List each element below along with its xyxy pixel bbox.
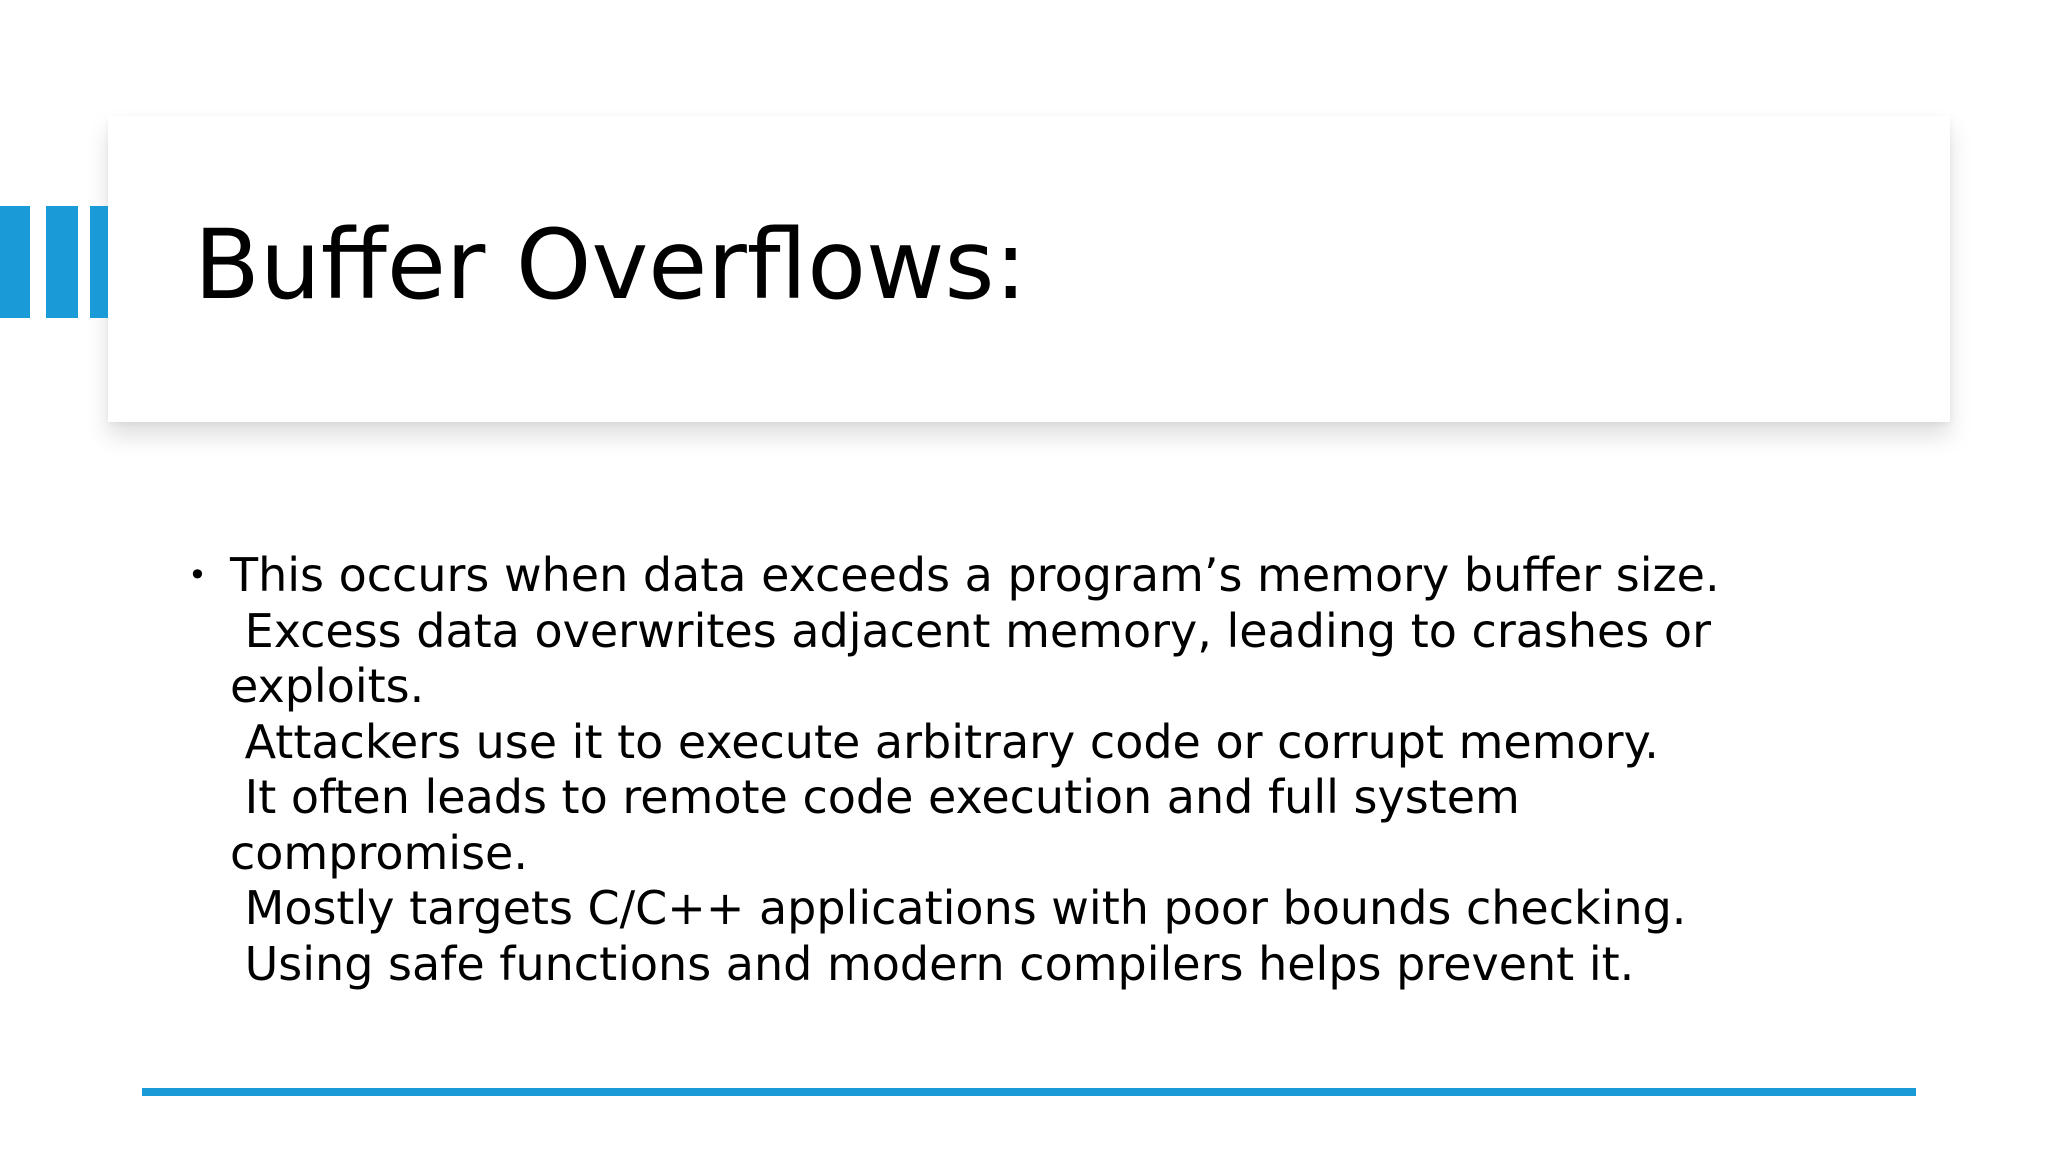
bullet-line: Excess data overwrites adjacent memory, leading to crashes or exploits. (230, 603, 1726, 713)
slide-title: Buffer Overflows: (194, 209, 1027, 321)
bullet-line: This occurs when data exceeds a program’s memory buffer size. (230, 548, 1720, 602)
bullet-line: Attackers use it to execute arbitrary code or corrupt memory. (230, 714, 1659, 769)
accent-bar (90, 206, 108, 318)
bullet-line: It often leads to remote code execution and full system compromise. (230, 770, 1535, 880)
slide-body (188, 548, 1828, 992)
bullet-item (188, 548, 1828, 992)
accent-bar (46, 206, 78, 318)
bullet-line: Using safe functions and modern compilers helps prevent it. (230, 936, 1635, 991)
accent-bar (0, 206, 30, 318)
bullet-dot: • (188, 556, 207, 594)
footer-rule (142, 1088, 1916, 1096)
bullet-line: Mostly targets C/C++ applications with poor bounds checking. (230, 881, 1687, 935)
